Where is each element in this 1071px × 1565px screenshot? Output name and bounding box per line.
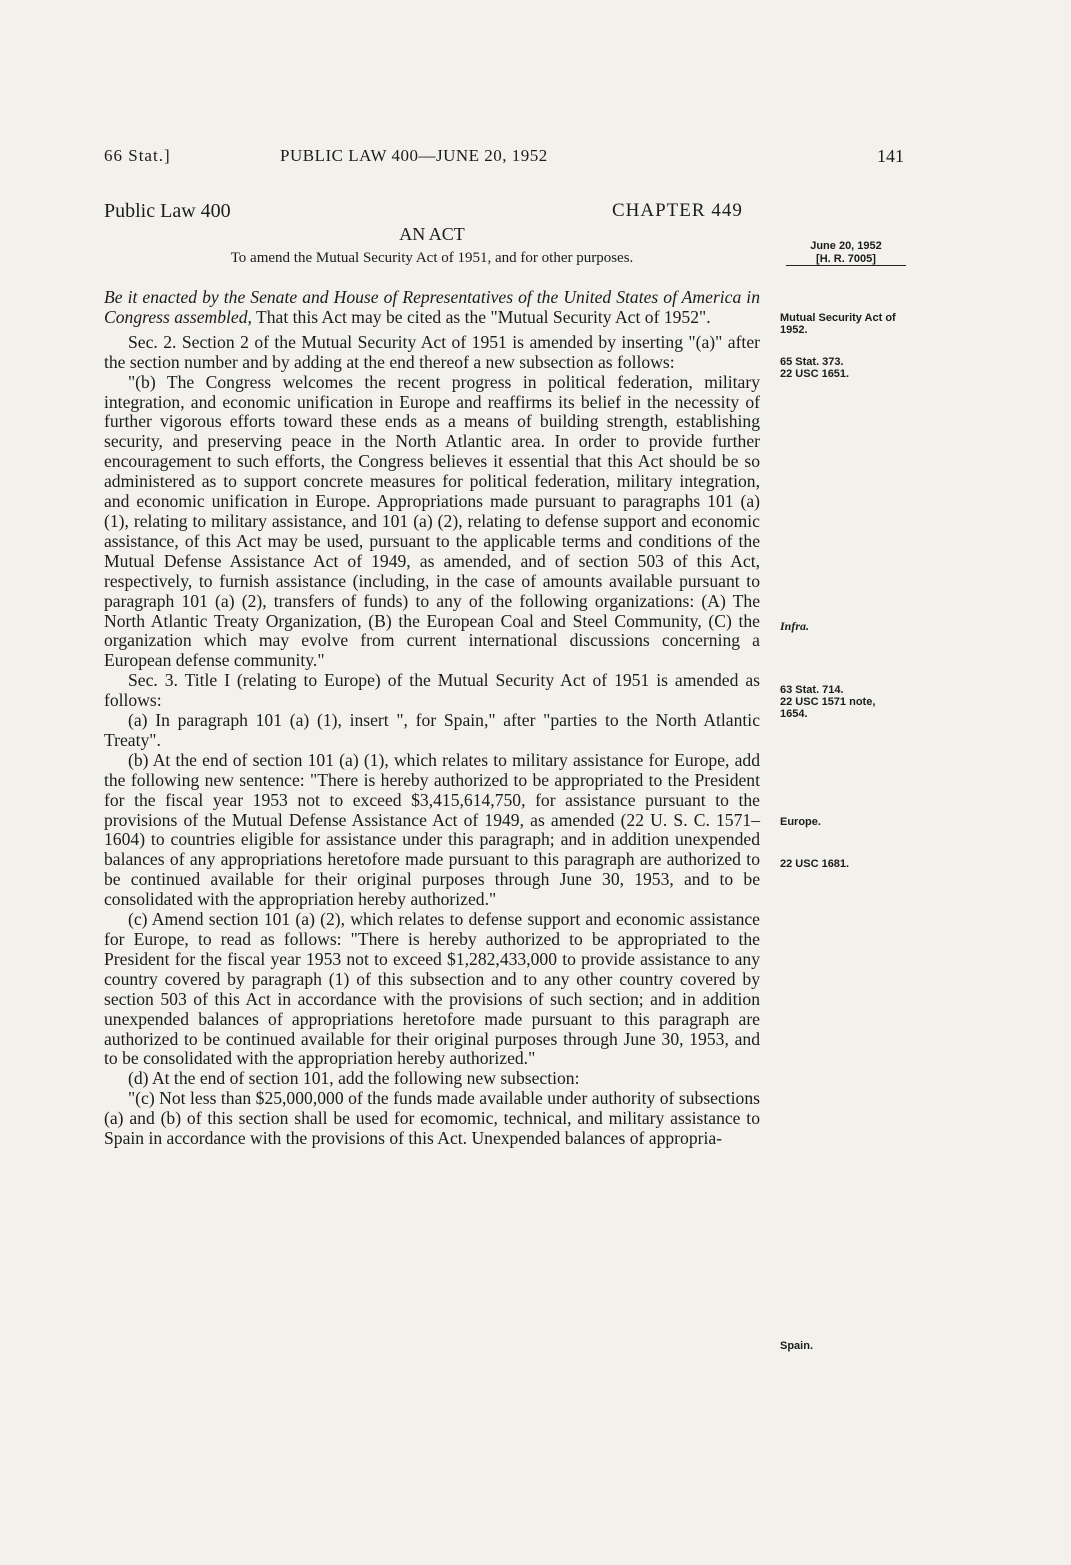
public-law-number: Public Law 400 (104, 200, 231, 222)
side-note-22-usc-1681: 22 USC 1681. (780, 858, 850, 870)
date-side-note (786, 240, 906, 266)
side-note-spain: Spain. (780, 1340, 814, 1352)
header-title: PUBLIC LAW 400—JUNE 20, 1952 (280, 146, 548, 165)
running-header (104, 146, 904, 172)
act-title: AN ACT (399, 224, 465, 244)
side-note-65-stat-373: 65 Stat. 373. (780, 356, 844, 368)
side-note-22-usc-1571: 22 USC 1571 note, 1654. (780, 696, 876, 720)
enacting-clause: Be it enacted by the Senate and House of Representatives of the United States of America in Congress assembled, (104, 287, 760, 327)
side-note-22-usc-1651: 22 USC 1651. (780, 368, 850, 380)
side-note-mutual-security: Mutual Security Act of 1952. (780, 312, 896, 336)
subsection-b-paragraph: "(b) The Congress welcomes the recent progress in political federation, military integration, and economic unification in Europe and reaffirms its belief in the necessity of further vigorous efforts toward these ends as a means of building strength, establishing security, and preserving peace in the North Atlantic area. In order to provide further encouragement to such efforts, the Congress believes it essential that this Act should be so administered as to support concrete measures for political federation, military integration, and economic unification in Europe. Appropriations made pursuant to paragraphs 101 (a) (1), relating to military assistance, and 101 (a) (2), relating to defense support and economic assistance, of this Act may be used, pursuant to the applicable terms and conditions of the Mutual Defense Assistance Act of 1949, as amended, and of section 503 of this Act, respectively, to furnish assistance (including, in the case of amounts available pursuant to paragraph 101 (a) (2), transfers of funds) to any of the following organizations: (A) The North Atlantic Treaty Organization, (B) the European Coal and Steel Community, (C) the organization which may evolve from current international discussions concerning a European defense community." (104, 371, 760, 671)
amendment-c-paragraph: (c) Amend section 101 (a) (2), which relates to defense support and economic assistance for Europe, to read as follows: "There is hereby authorized to be appropriated to the President for the fiscal year 1953 not to exceed $1,282,433,000 to provide assistance to any country covered by paragraph (1) of this subsection and to any other country covered by section 503 of this Act in accordance with the provisions of such section; and in addition unexpended balances of appropriations heretofore made pursuant to this paragraph are authorized to be continued available for their original purposes through June 30, 1953, and to be consolidated with the appropriation hereby authorized." (104, 909, 760, 1069)
act-body (104, 288, 760, 1149)
section-2-paragraph: Sec. 2. Section 2 of the Mutual Security Act of 1951 is amended by inserting "(a)" after the section number and by adding at the end thereof a new subsection as follows: (104, 331, 760, 372)
short-title-text: That this Act may be cited as the "Mutual Security Act of 1952". (251, 306, 711, 327)
section-3-paragraph: Sec. 3. Title I (relating to Europe) of the Mutual Security Act of 1951 is amended as follows: (104, 670, 760, 711)
enacting-clause-paragraph (104, 288, 760, 328)
amendment-a-paragraph: (a) In paragraph 101 (a) (1), insert ", for Spain," after "parties to the North Atlantic Treaty". (104, 710, 760, 750)
side-note-europe: Europe. (780, 816, 821, 828)
bill-number: [H. R. 7005] (786, 253, 906, 266)
side-note-63-stat-714: 63 Stat. 714. (780, 684, 844, 696)
side-note-infra: Infra. (780, 619, 810, 633)
amendment-d-paragraph: (d) At the end of section 101, add the following new subsection: (128, 1068, 580, 1089)
chapter-number: CHAPTER 449 (612, 200, 743, 221)
amendment-b-paragraph: (b) At the end of section 101 (a) (1), which relates to military assistance for Europe, add the following new sentence: "There is hereby authorized to be appropriated to the President for the fiscal year 1953 not to exceed $3,415,614,750, for assistance pursuant to the provisions of the Mutual Defense Assistance Act of 1949, as amended (22 U. S. C. 1571–1604) to countries eligible for assistance under this paragraph; and in addition unexpended balances of any appropriations heretofore made pursuant to this paragraph are authorized to be continued available for their original purposes through June 30, 1953, and to be consolidated with the appropriation hereby authorized." (104, 749, 760, 910)
page-number: 141 (877, 146, 904, 166)
new-subsection-c-paragraph: "(c) Not less than $25,000,000 of the funds made available under authority of subsections (a) and (b) of this section shall be used for ecomomic, technical, and military assistance to Spain in accordance with the provisions of this Act. Unexpended balances of appropria- (104, 1088, 760, 1149)
act-purpose: To amend the Mutual Security Act of 1951, and for other purposes. (230, 250, 634, 266)
volume-citation: 66 Stat.] (104, 146, 171, 165)
enactment-date: June 20, 1952 (810, 240, 882, 252)
